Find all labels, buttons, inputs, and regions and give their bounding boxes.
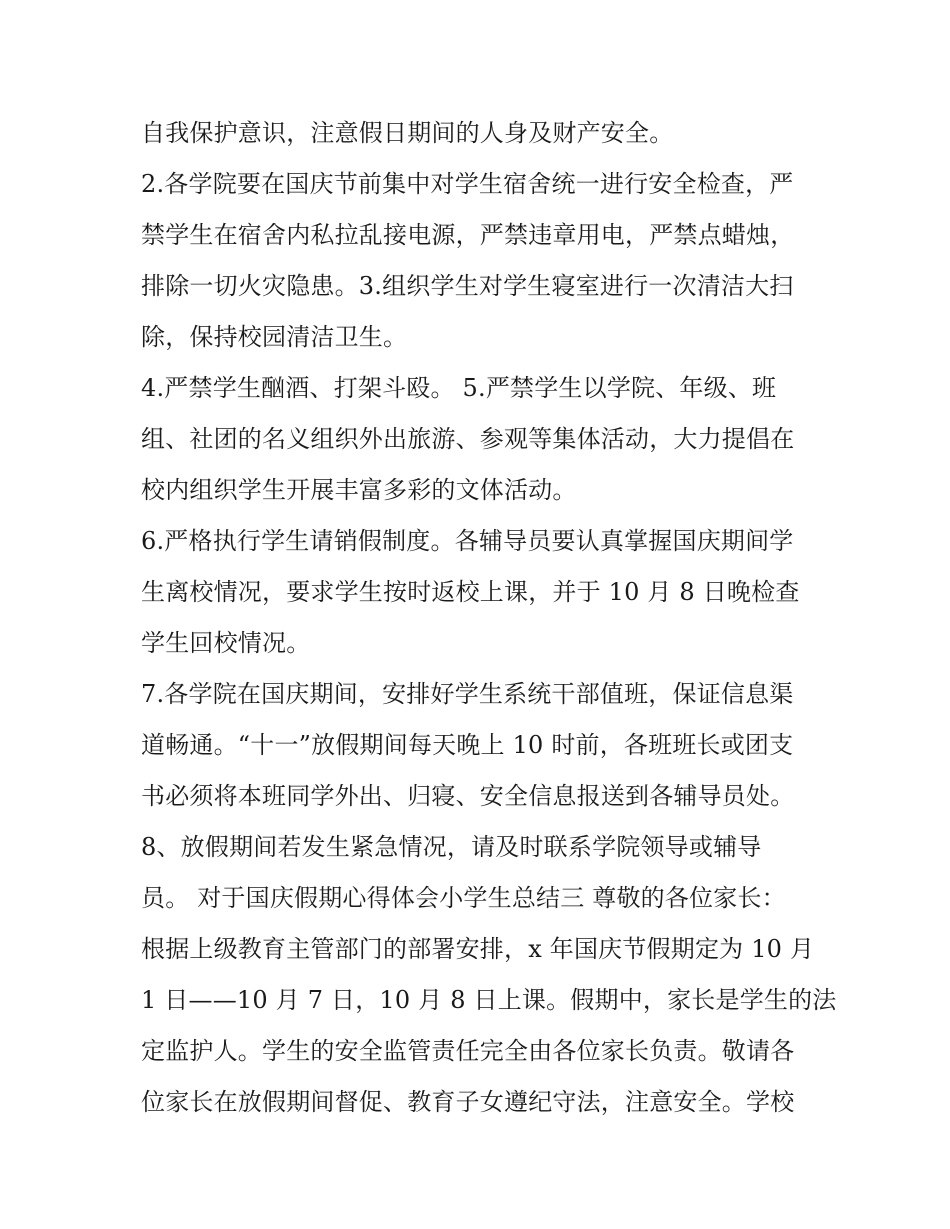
text-line: 2.各学院要在国庆节前集中对学生宿舍统一进行安全检查，严 (141, 170, 794, 198)
text-line: 校内组织学生开展丰富多彩的文体活动。 (141, 476, 577, 504)
text-line: 6.严格执行学生请销假制度。各辅导员要认真掌握国庆期间学 (141, 527, 794, 555)
text-line: 位家长在放假期间督促、教育子女遵纪守法，注意安全。学校 (141, 1088, 795, 1116)
text-line: 根据上级教育主管部门的部署安排，x 年国庆节假期定为 10 月 (141, 935, 815, 963)
text-line: 除，保持校园清洁卫生。 (141, 323, 408, 351)
text-line: 书必须将本班同学外出、归寝、安全信息报送到各辅导员处。 (141, 782, 795, 810)
text-line: 组、社团的名义组织外出旅游、参观等集体活动，大力提倡在 (141, 425, 795, 453)
text-line: 禁学生在宿舍内私拉乱接电源，严禁违章用电，严禁点蜡烛， (141, 221, 795, 249)
text-line: 学生回校情况。 (141, 629, 311, 657)
text-line: 1 日——10 月 7 日，10 月 8 日上课。假期中，家长是学生的法 (141, 986, 837, 1014)
text-line: 道畅通。“十一”放假期间每天晚上 10 时前，各班班长或团支 (141, 731, 794, 759)
text-line: 7.各学院在国庆期间，安排好学生系统干部值班，保证信息渠 (141, 680, 794, 708)
text-line: 员。 对于国庆假期心得体会小学生总结三 尊敬的各位家长： (141, 884, 786, 912)
text-line: 排除一切火灾隐患。3.组织学生对学生寝室进行一次清洁大扫 (141, 272, 794, 300)
text-line: 生离校情况，要求学生按时返校上课，并于 10 月 8 日晚检查 (141, 578, 800, 606)
text-line: 8、放假期间若发生紧急情况，请及时联系学院领导或辅导 (141, 833, 762, 861)
text-line: 定监护人。学生的安全监管责任完全由各位家长负责。敬请各 (141, 1037, 795, 1065)
text-line: 自我保护意识，注意假日期间的人身及财产安全。 (141, 119, 674, 147)
text-line: 4.严禁学生酗酒、打架斗殴。 5.严禁学生以学院、年级、班 (141, 374, 777, 402)
body-text (141, 108, 837, 1128)
